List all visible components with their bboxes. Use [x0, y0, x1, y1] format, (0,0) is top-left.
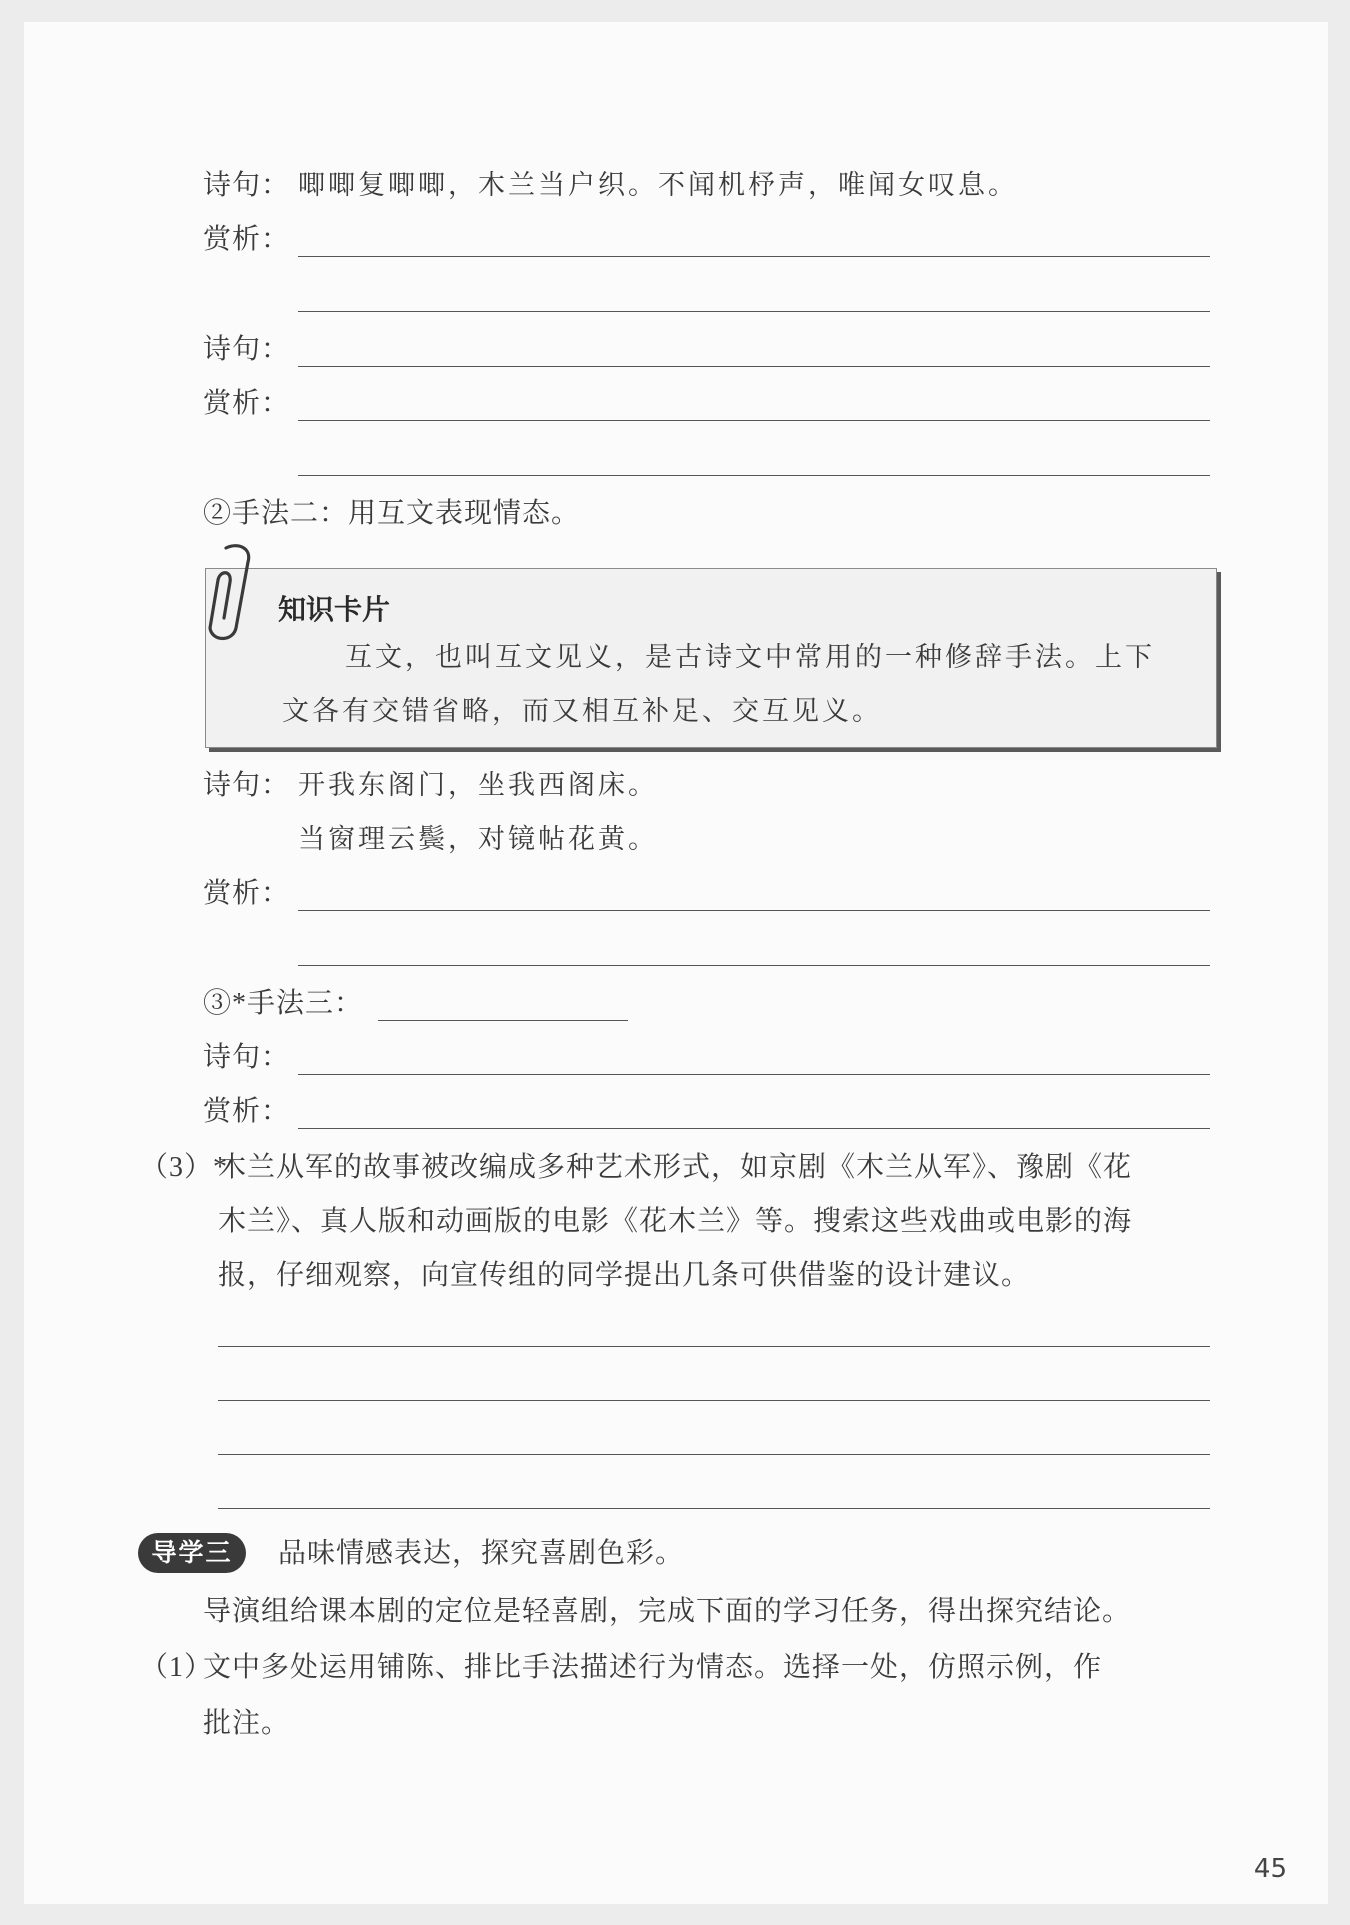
answer-line[interactable] — [218, 1346, 1210, 1347]
poem-text: 唧唧复唧唧，木兰当户织。不闻机杼声，唯闻女叹息。 — [298, 170, 1018, 201]
poem-text: 开我东阁门，坐我西阁床。 — [298, 770, 658, 801]
question-number: （1） — [140, 1652, 214, 1683]
question-text-line: 批注。 — [203, 1708, 291, 1739]
answer-line[interactable] — [298, 475, 1210, 476]
answer-line[interactable] — [218, 1400, 1210, 1401]
answer-line[interactable] — [298, 965, 1210, 966]
label-appreciation: 赏析： — [203, 1096, 291, 1127]
answer-line[interactable] — [378, 1020, 628, 1021]
method-3-heading: ③*手法三： — [203, 988, 364, 1019]
label-appreciation: 赏析： — [203, 224, 291, 255]
paperclip-icon — [196, 540, 266, 650]
answer-line[interactable] — [218, 1454, 1210, 1455]
answer-line[interactable] — [298, 910, 1210, 911]
label-appreciation: 赏析： — [203, 388, 291, 419]
answer-line[interactable] — [298, 420, 1210, 421]
question-text-line: 木兰从军的故事被改编成多种艺术形式，如京剧《木兰从军》、豫剧《花 — [218, 1152, 1133, 1183]
page-number: 45 — [1253, 1854, 1287, 1884]
label-poem: 诗句： — [203, 334, 291, 365]
label-poem: 诗句： — [203, 170, 291, 201]
question-text-line: 木兰》、真人版和动画版的电影《花木兰》等。搜索这些戏曲或电影的海 — [218, 1206, 1133, 1237]
knowledge-card-text-line: 文各有交错省略，而又相互补足、交互见义。 — [282, 696, 882, 727]
method-2-heading: ②手法二：用互文表现情态。 — [203, 498, 581, 529]
label-appreciation: 赏析： — [203, 878, 291, 909]
question-number: （3）* — [140, 1152, 229, 1183]
answer-line[interactable] — [298, 311, 1210, 312]
section-heading: 品味情感表达，探究喜剧色彩。 — [278, 1538, 685, 1569]
question-text-line: 文中多处运用铺陈、排比手法描述行为情态。选择一处，仿照示例，作 — [203, 1652, 1103, 1683]
answer-line[interactable] — [298, 1074, 1210, 1075]
section-intro: 导演组给课本剧的定位是轻喜剧，完成下面的学习任务，得出探究结论。 — [203, 1596, 1132, 1627]
answer-line[interactable] — [218, 1508, 1210, 1509]
answer-line[interactable] — [298, 256, 1210, 257]
label-poem: 诗句： — [203, 1042, 291, 1073]
poem-text: 当窗理云鬓，对镜帖花黄。 — [298, 824, 658, 855]
section-badge: 导学三 — [138, 1533, 246, 1573]
answer-line[interactable] — [298, 1128, 1210, 1129]
question-text-line: 报，仔细观察，向宣传组的同学提出几条可供借鉴的设计建议。 — [218, 1260, 1031, 1291]
answer-line[interactable] — [298, 366, 1210, 367]
knowledge-card-title: 知识卡片 — [278, 593, 391, 626]
label-poem: 诗句： — [203, 770, 291, 801]
knowledge-card-text-line: 互文，也叫互文见义，是古诗文中常用的一种修辞手法。上下 — [345, 642, 1155, 673]
